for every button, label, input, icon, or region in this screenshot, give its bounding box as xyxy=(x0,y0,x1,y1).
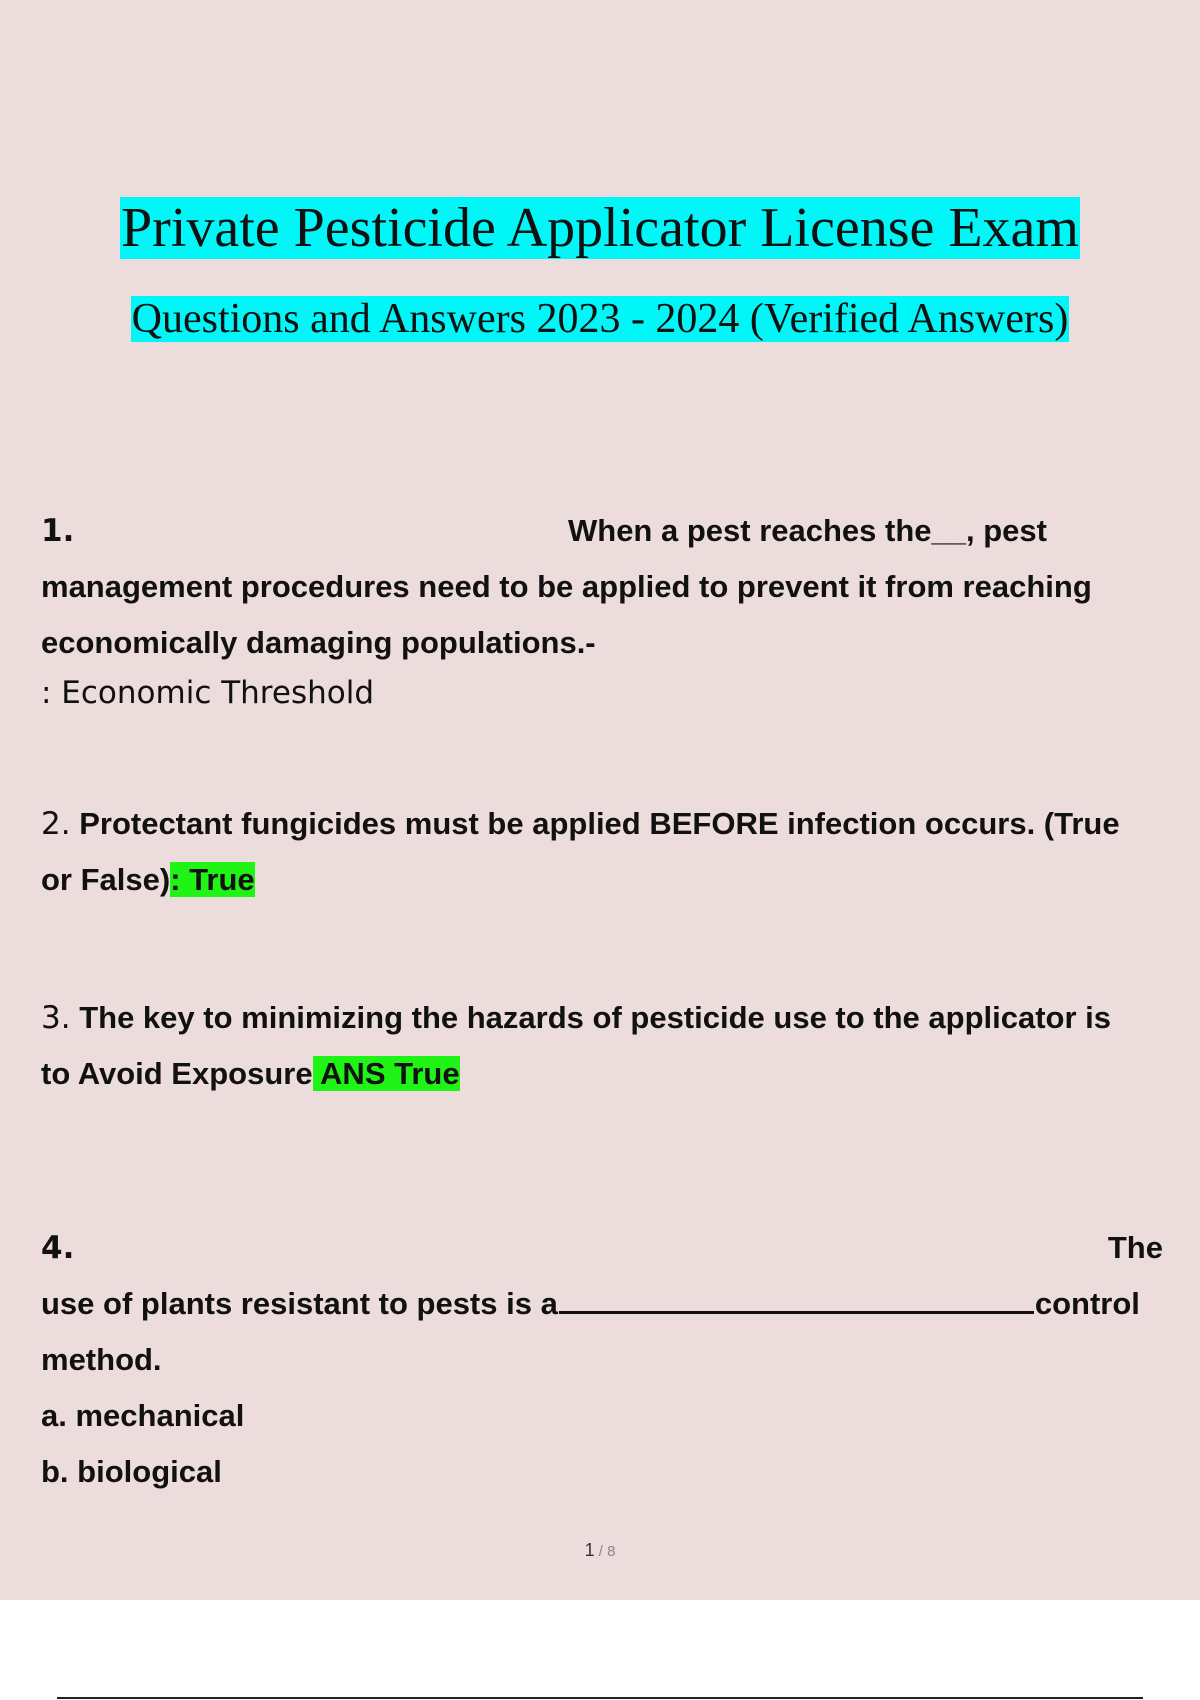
question-1-line-3: economically damaging populations.- xyxy=(41,625,596,660)
page-total: 8 xyxy=(607,1543,616,1560)
page-current: 1 xyxy=(584,1540,595,1560)
question-4-text-end: The xyxy=(1107,1230,1163,1265)
question-1-line-1 xyxy=(41,503,1163,559)
document-title xyxy=(0,194,1200,262)
question-1-text-start: When a pest reaches the__, pest xyxy=(568,513,1047,548)
question-4-text-start: use of plants resistant to pests is a xyxy=(41,1286,558,1321)
document-title-text: Private Pesticide Applicator License Exam xyxy=(121,197,1079,259)
document-subtitle-text: Questions and Answers 2023 - 2024 (Verified Answers) xyxy=(131,296,1069,342)
question-4-option-b: b. biological xyxy=(41,1454,222,1489)
question-3-answer: ANS True xyxy=(312,1056,460,1091)
question-4-line-2 xyxy=(41,1276,1163,1332)
question-4-line-3: method. xyxy=(41,1342,162,1377)
question-1-line-2: management procedures need to be applied to prevent it from reaching xyxy=(41,569,1092,604)
question-4-option-a: a. mechanical xyxy=(41,1398,245,1433)
next-page-rule xyxy=(57,1697,1143,1699)
document-subtitle xyxy=(0,291,1200,347)
question-4-text-control: control xyxy=(1034,1286,1140,1321)
question-1 xyxy=(41,503,1163,723)
question-2-text-2: or False) xyxy=(41,862,171,897)
question-4-number: 4. xyxy=(41,1230,75,1266)
question-2 xyxy=(41,796,1163,908)
question-2-line-2 xyxy=(41,852,1163,908)
page-indicator xyxy=(0,1540,1200,1561)
question-3-text-2: to Avoid Exposure xyxy=(41,1056,313,1091)
page-separator: / xyxy=(594,1543,608,1560)
question-3-line-1 xyxy=(41,990,1163,1046)
question-2-answer: : True xyxy=(170,862,255,897)
question-3-line-2 xyxy=(41,1046,1163,1102)
question-3 xyxy=(41,990,1163,1102)
question-3-text-1: The key to minimizing the hazards of pesticide use to the applicator is xyxy=(79,1000,1112,1035)
question-4 xyxy=(41,1220,1163,1500)
question-2-text-1: Protectant fungicides must be applied BEFORE infection occurs. (True xyxy=(79,806,1120,841)
question-1-number: 1. xyxy=(41,513,75,549)
question-2-number: 2. xyxy=(41,806,71,842)
question-2-line-1 xyxy=(41,796,1163,852)
question-4-line-1 xyxy=(41,1220,1163,1276)
question-1-answer: : Economic Threshold xyxy=(41,675,374,711)
answer-blank-line xyxy=(559,1287,1034,1314)
question-3-number: 3. xyxy=(41,1000,71,1036)
